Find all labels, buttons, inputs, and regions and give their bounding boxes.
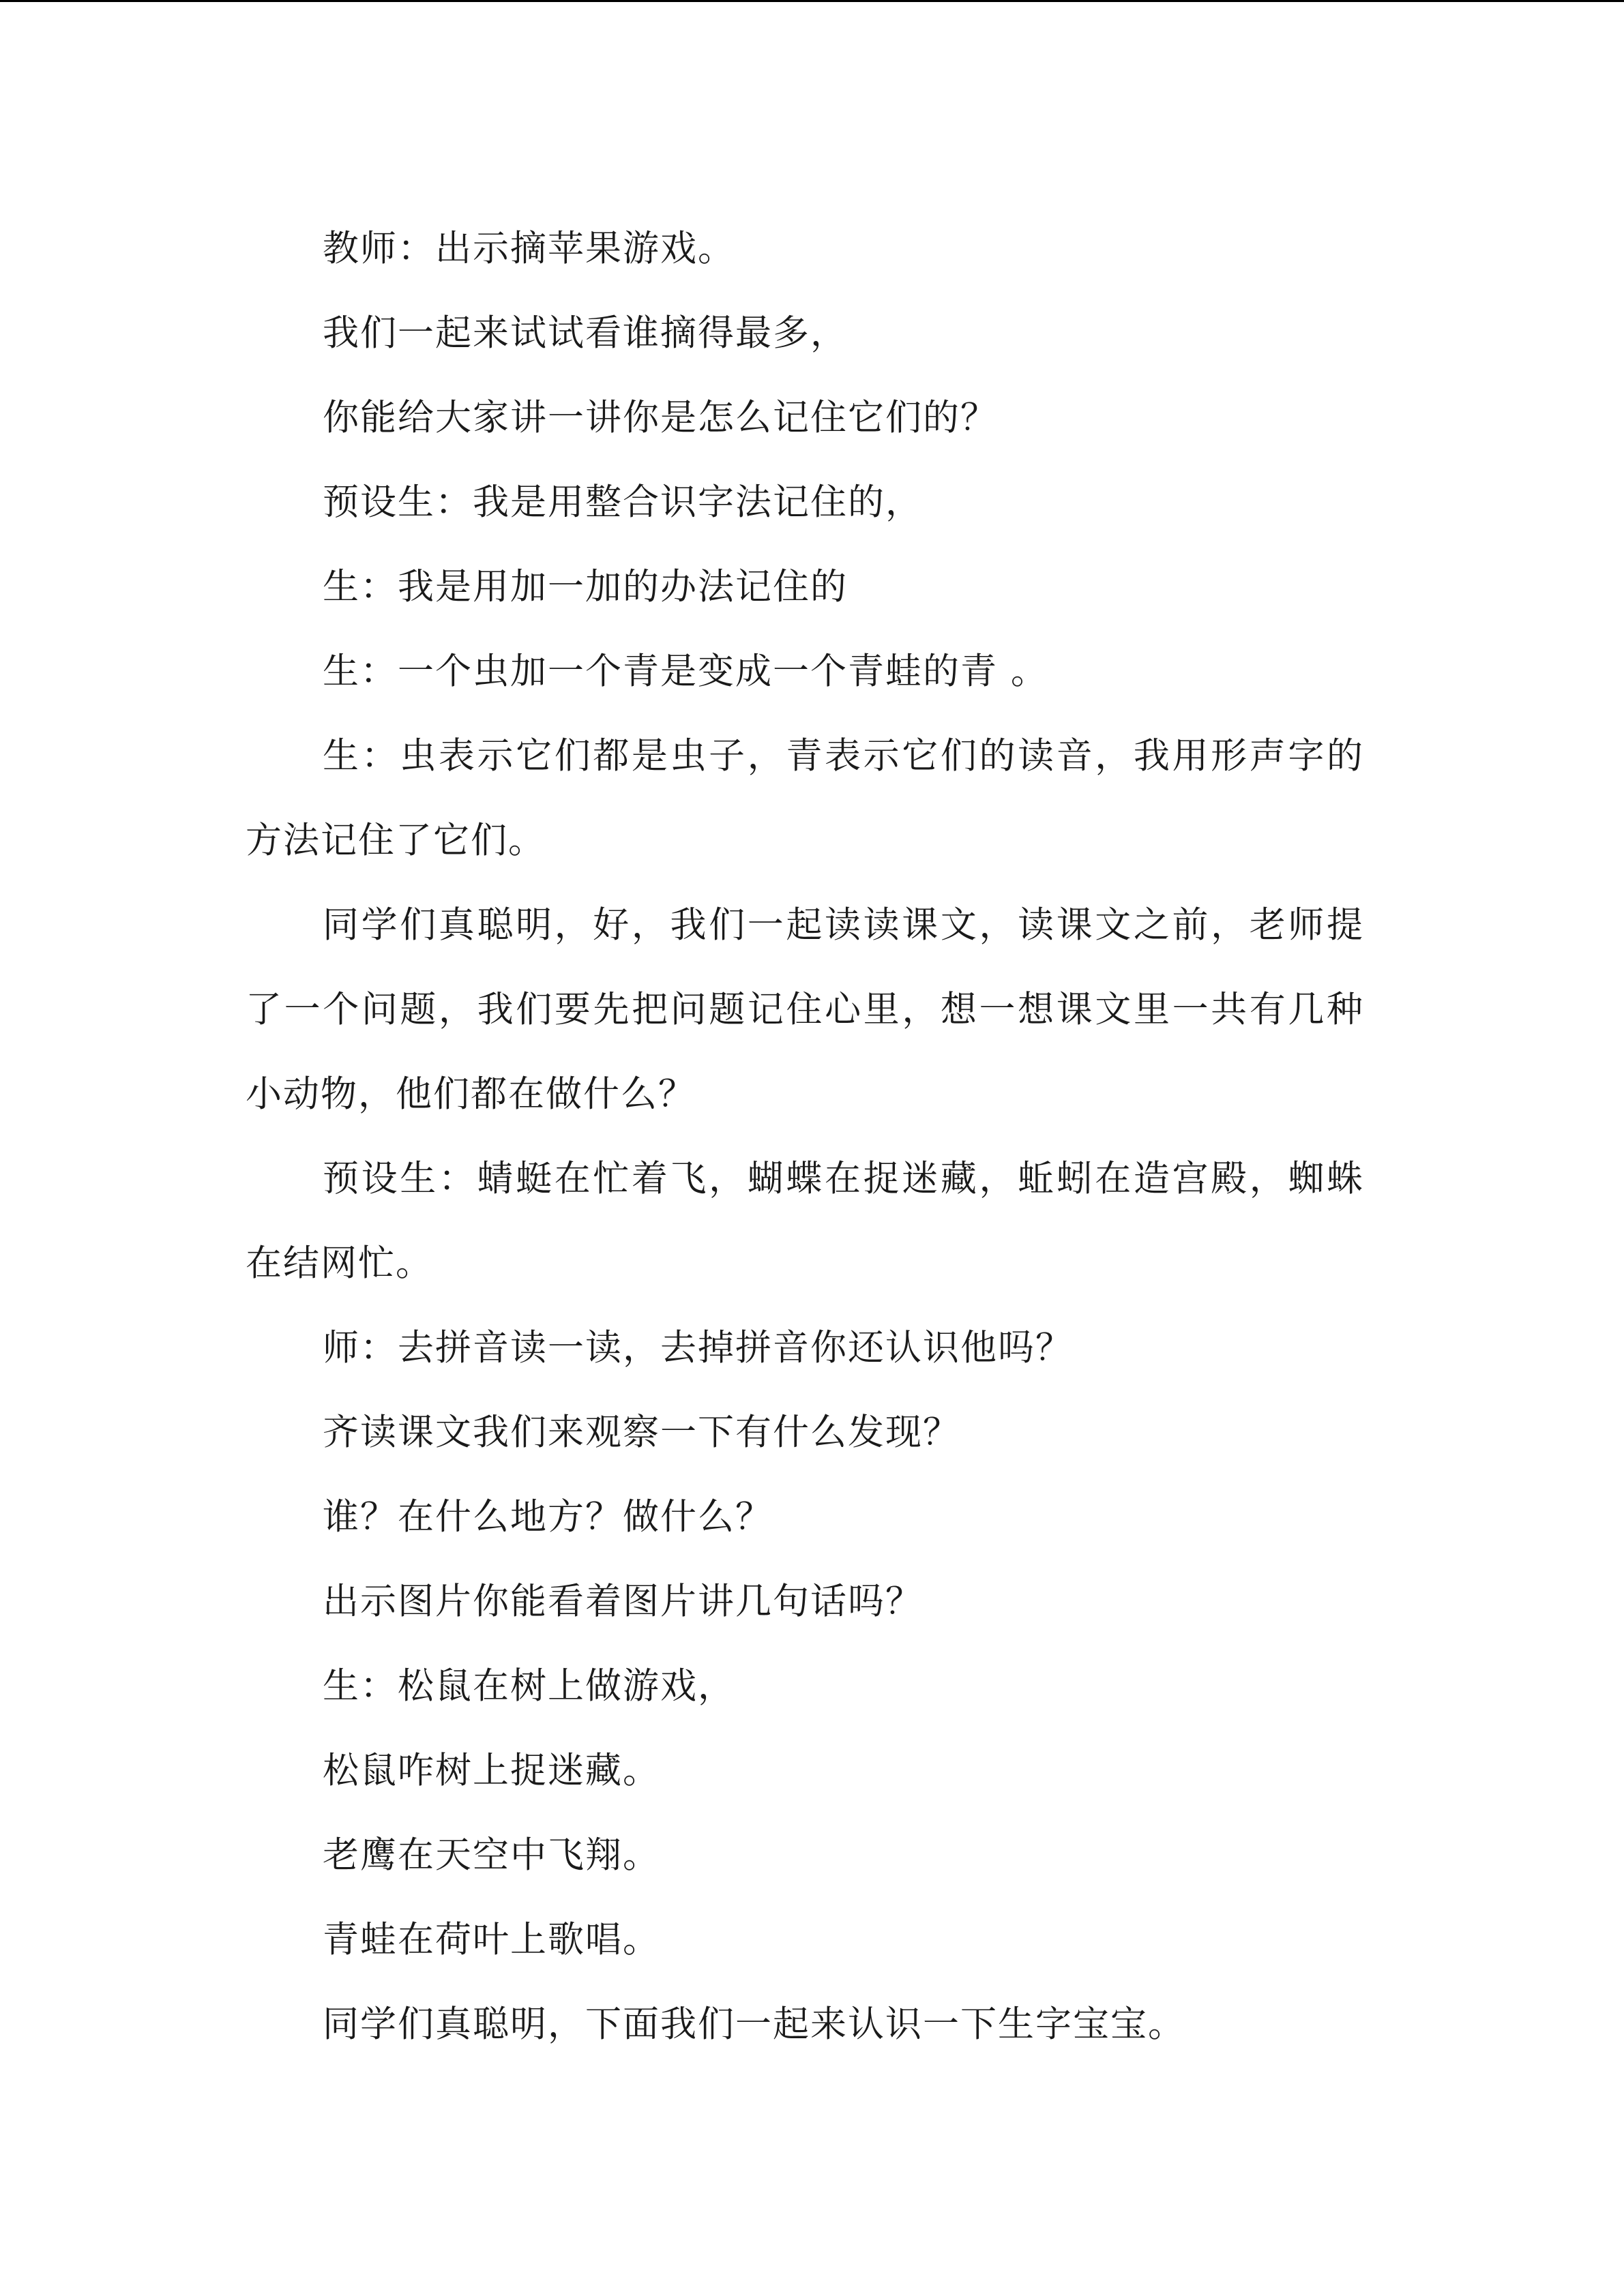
paragraph: 教师：出示摘苹果游戏。 — [323, 228, 735, 269]
paragraph: 师：去拼音读一读，去掉拼音你还认识他吗？ — [323, 1327, 1073, 1369]
document-body — [246, 207, 1364, 2067]
paragraph: 青蛙在荷叶上歌唱。 — [323, 1919, 660, 1960]
paragraph: 生：一个虫加一个青是变成一个青蛙的青 。 — [323, 651, 1048, 692]
paragraph: 谁？在什么地方？做什么？ — [323, 1496, 773, 1538]
paragraph: 生：松鼠在树上做游戏， — [323, 1665, 735, 1707]
paragraph: 老鹰在天空中飞翔。 — [323, 1834, 660, 1876]
paragraph: 同学们真聪明，好，我们一起读读课文，读课文之前，老师提了一个问题，我们要先把问题记住心里，想一想课文里一共有几种小动物，他们都在做什么？ — [246, 904, 1364, 1115]
paragraph: 生：我是用加一加的办法记住的 — [323, 566, 848, 608]
paragraph: 预设生：我是用整合识字法记住的， — [323, 481, 923, 523]
paragraph: 同学们真聪明，下面我们一起来认识一下生字宝宝。 — [323, 2003, 1185, 2045]
paragraph: 齐读课文我们来观察一下有什么发现？ — [323, 1412, 960, 1453]
paragraph: 松鼠咋树上捉迷藏。 — [323, 1750, 660, 1791]
paragraph: 我们一起来试试看谁摘得最多， — [323, 312, 848, 354]
paragraph: 你能给大家讲一讲你是怎么记住它们的？ — [323, 397, 998, 438]
paragraph: 生：虫表示它们都是虫子，青表示它们的读音，我用形声字的方法记住了它们。 — [246, 735, 1364, 861]
paragraph: 出示图片你能看着图片讲几句话吗？ — [323, 1581, 923, 1622]
paragraph: 预设生：蜻蜓在忙着飞，蝴蝶在捉迷藏，蚯蚓在造宫殿，蜘蛛在结网忙。 — [246, 1158, 1364, 1284]
